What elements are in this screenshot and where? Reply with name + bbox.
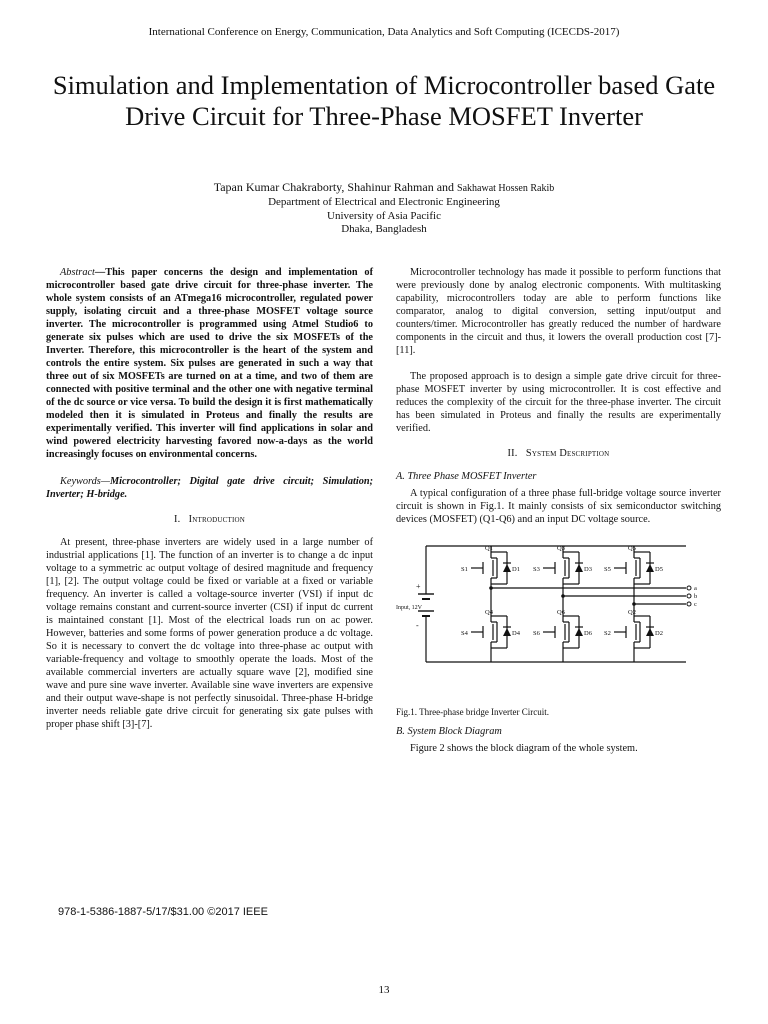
upper-mosfet-1-s-label: S1 [461,566,468,573]
authors-main: Tapan Kumar Chakraborty, Shahinur Rahman and [213,180,458,194]
section-heading-system [396,447,721,460]
section-title: Introduction [188,514,246,525]
subsection-b-paragraph: Figure 2 shows the block diagram of the whole system. [410,743,638,754]
battery-minus-label: - [416,621,419,630]
keywords [46,475,373,501]
affiliation-city: Dhaka, Bangladesh [341,223,427,235]
upper-mosfet-3-d-label: D5 [655,566,663,573]
intro-paragraph-1: At present, three-phase inverters are widely used in a large number of industrial applications [1]. The function of an inverter is to change a dc input voltage to a symmetric ac output voltage of desired magnitude and frequency [1], [2]. The output voltage could be fixed or variable at a fixed or variable frequency. An inverter is called a voltage-source inverter (VSI) if input dc voltage remains constant and current-source inverter (CSI) if input dc current is maintained constant [1]. Most of the electrical loads run on ac power. However, batteries and some forms of power generation produce a dc voltage. So it is necessary to convert the dc voltage into three-phase ac output with variable-frequency and voltage to smoothly operate the loads. Most of the available commercial inverters are actually square wave [2], modified sine wave and pure sine wave inverter. Available sine wave inverters are expensive and their output wave-shape is not perfectly sinusoidal. Three-phase H-bridge inverter needs reliable gate drive circuit for generating six gate pulses with proper phase shift [3]-[7]. [46,537,373,730]
upper-mosfet-3-q-label: Q5 [628,545,636,552]
conference-header: International Conference on Energy, Communication, Data Analytics and Soft Computing (ICECDS-2017) [148,26,620,38]
upper-mosfet-1-q-label: Q1 [485,545,493,552]
lower-mosfet-1-s-label: S4 [461,630,468,637]
figure-1 [396,536,721,702]
upper-mosfet-2-q-label: Q3 [557,545,565,552]
section-heading-introduction [46,513,373,526]
section-number: I. [173,514,181,525]
subsection-b-heading: B. System Block Diagram [396,726,502,737]
upper-mosfet-2-d-label: D3 [584,566,592,573]
lower-mosfet-3-d-label: D2 [655,630,663,637]
output-label-b: b [694,593,698,600]
lower-mosfet-2-s-label: S6 [533,630,540,637]
battery-plus-label: + [416,582,421,591]
keywords-text: Microcontroller; Digital gate drive circuit; Simulation; Inverter; H-bridge. [46,476,373,500]
inverter-circuit-diagram [396,536,721,698]
node-dot [561,594,565,598]
lower-mosfet-3-diode [646,628,654,636]
output-label-a: a [694,585,697,592]
abstract [46,266,373,461]
subsection-a-paragraph: A typical configuration of a three phase full-bridge voltage source inverter circuit is shown in Fig.1. It mainly consists of six semiconductor switching devices (MOSFET) (Q1-Q6) and an input DC voltage source. [396,488,721,525]
intro-paragraph-2: Microcontroller technology has made it possible to perform functions that were previously done by analog electronic components. With multitasking capability, microcontrollers today are able to perform functions like comparator, analog to digital conversion, setting input/output and counters/timer. Microcontroller has greatly reduced the number of hardware components in the circuit and thus, it lowers the overall production cost [7]-[11]. [396,267,721,356]
node-dot [632,602,636,606]
upper-mosfet-2-diode [575,564,583,572]
affiliation-univ: University of Asia Pacific [327,209,441,222]
keywords-label: Keywords— [60,476,110,487]
subsection-a-heading: A. Three Phase MOSFET Inverter [396,471,537,482]
abstract-label: Abstract [60,267,95,278]
lower-mosfet-3-s-label: S2 [604,630,611,637]
paper-title: Simulation and Implementation of Microcontroller based Gate Drive Circuit for Three-Phase MOSFET Inverter [52,70,716,131]
footer-isbn: 978-1-5386-1887-5/17/$31.00 ©2017 IEEE [58,906,268,918]
section-title: System Description [525,448,610,459]
input-voltage-label: Input, 12V [396,605,422,611]
affiliation-dept: Department of Electrical and Electronic Engineering [268,196,500,208]
output-label-c: c [694,601,697,608]
upper-mosfet-3-diode [646,564,654,572]
upper-mosfet-3-s-label: S5 [604,566,611,573]
lower-mosfet-2-d-label: D6 [584,630,592,637]
right-column [396,266,721,755]
lower-mosfet-1-d-label: D4 [512,630,520,637]
section-number: II. [507,448,518,459]
affiliation [0,196,768,237]
lower-mosfet-1-q-label: Q4 [485,609,493,616]
page-number: 13 [378,984,390,996]
left-column [46,266,373,731]
output-terminal [687,586,691,590]
intro-paragraph-3: The proposed approach is to design a simple gate drive circuit for three-phase MOSFET inverter by using microcontroller. It is cost effective and reduces the complexity of the circuit for the three-phase inverter. The circuit has been simulated in Proteus and finally the results are experimentally verified. [396,371,721,434]
output-terminal [687,594,691,598]
lower-mosfet-3-q-label: Q2 [628,609,636,616]
upper-mosfet-1-d-label: D1 [512,566,520,573]
lower-mosfet-1-diode [503,628,511,636]
lower-mosfet-2-q-label: Q6 [557,609,565,616]
authors-last: Sakhawat Hossen Rakib [457,183,555,194]
output-terminal [687,602,691,606]
upper-mosfet-1-diode [503,564,511,572]
abstract-text: —This paper concerns the design and implementation of microcontroller based gate drive circuit for three-phase inverter. The whole system consists of an ATmega16 microcontroller, regulated power supply, isolating circuit and a three-phase MOSFET voltage source inverter. The microcontroller is programmed using Atmel Studio6 to generate six pulses which are used to drive the six MOSFETs of the Inverter. Therefore, this microcontroller is the heart of the system and controls the entire system. Six pulses are generated in such a way that three out of six MOSFETs are turned on at a time, and two of them are connected with positive terminal and the other one with negative terminal of the dc source or vice versa. To build the design it is first mathematically modeled then it is simulated in Proteus and finally the results are experimentally verified. This inverter will find applications in solar and wind powered electricity harvesting favored now-a-days as the world increasingly focuses on environmental concerns. [46,267,373,460]
figure-1-caption: Fig.1. Three-phase bridge Inverter Circuit. [396,707,550,717]
authors [0,180,768,195]
node-dot [489,586,493,590]
upper-mosfet-2-s-label: S3 [533,566,540,573]
lower-mosfet-2-diode [575,628,583,636]
